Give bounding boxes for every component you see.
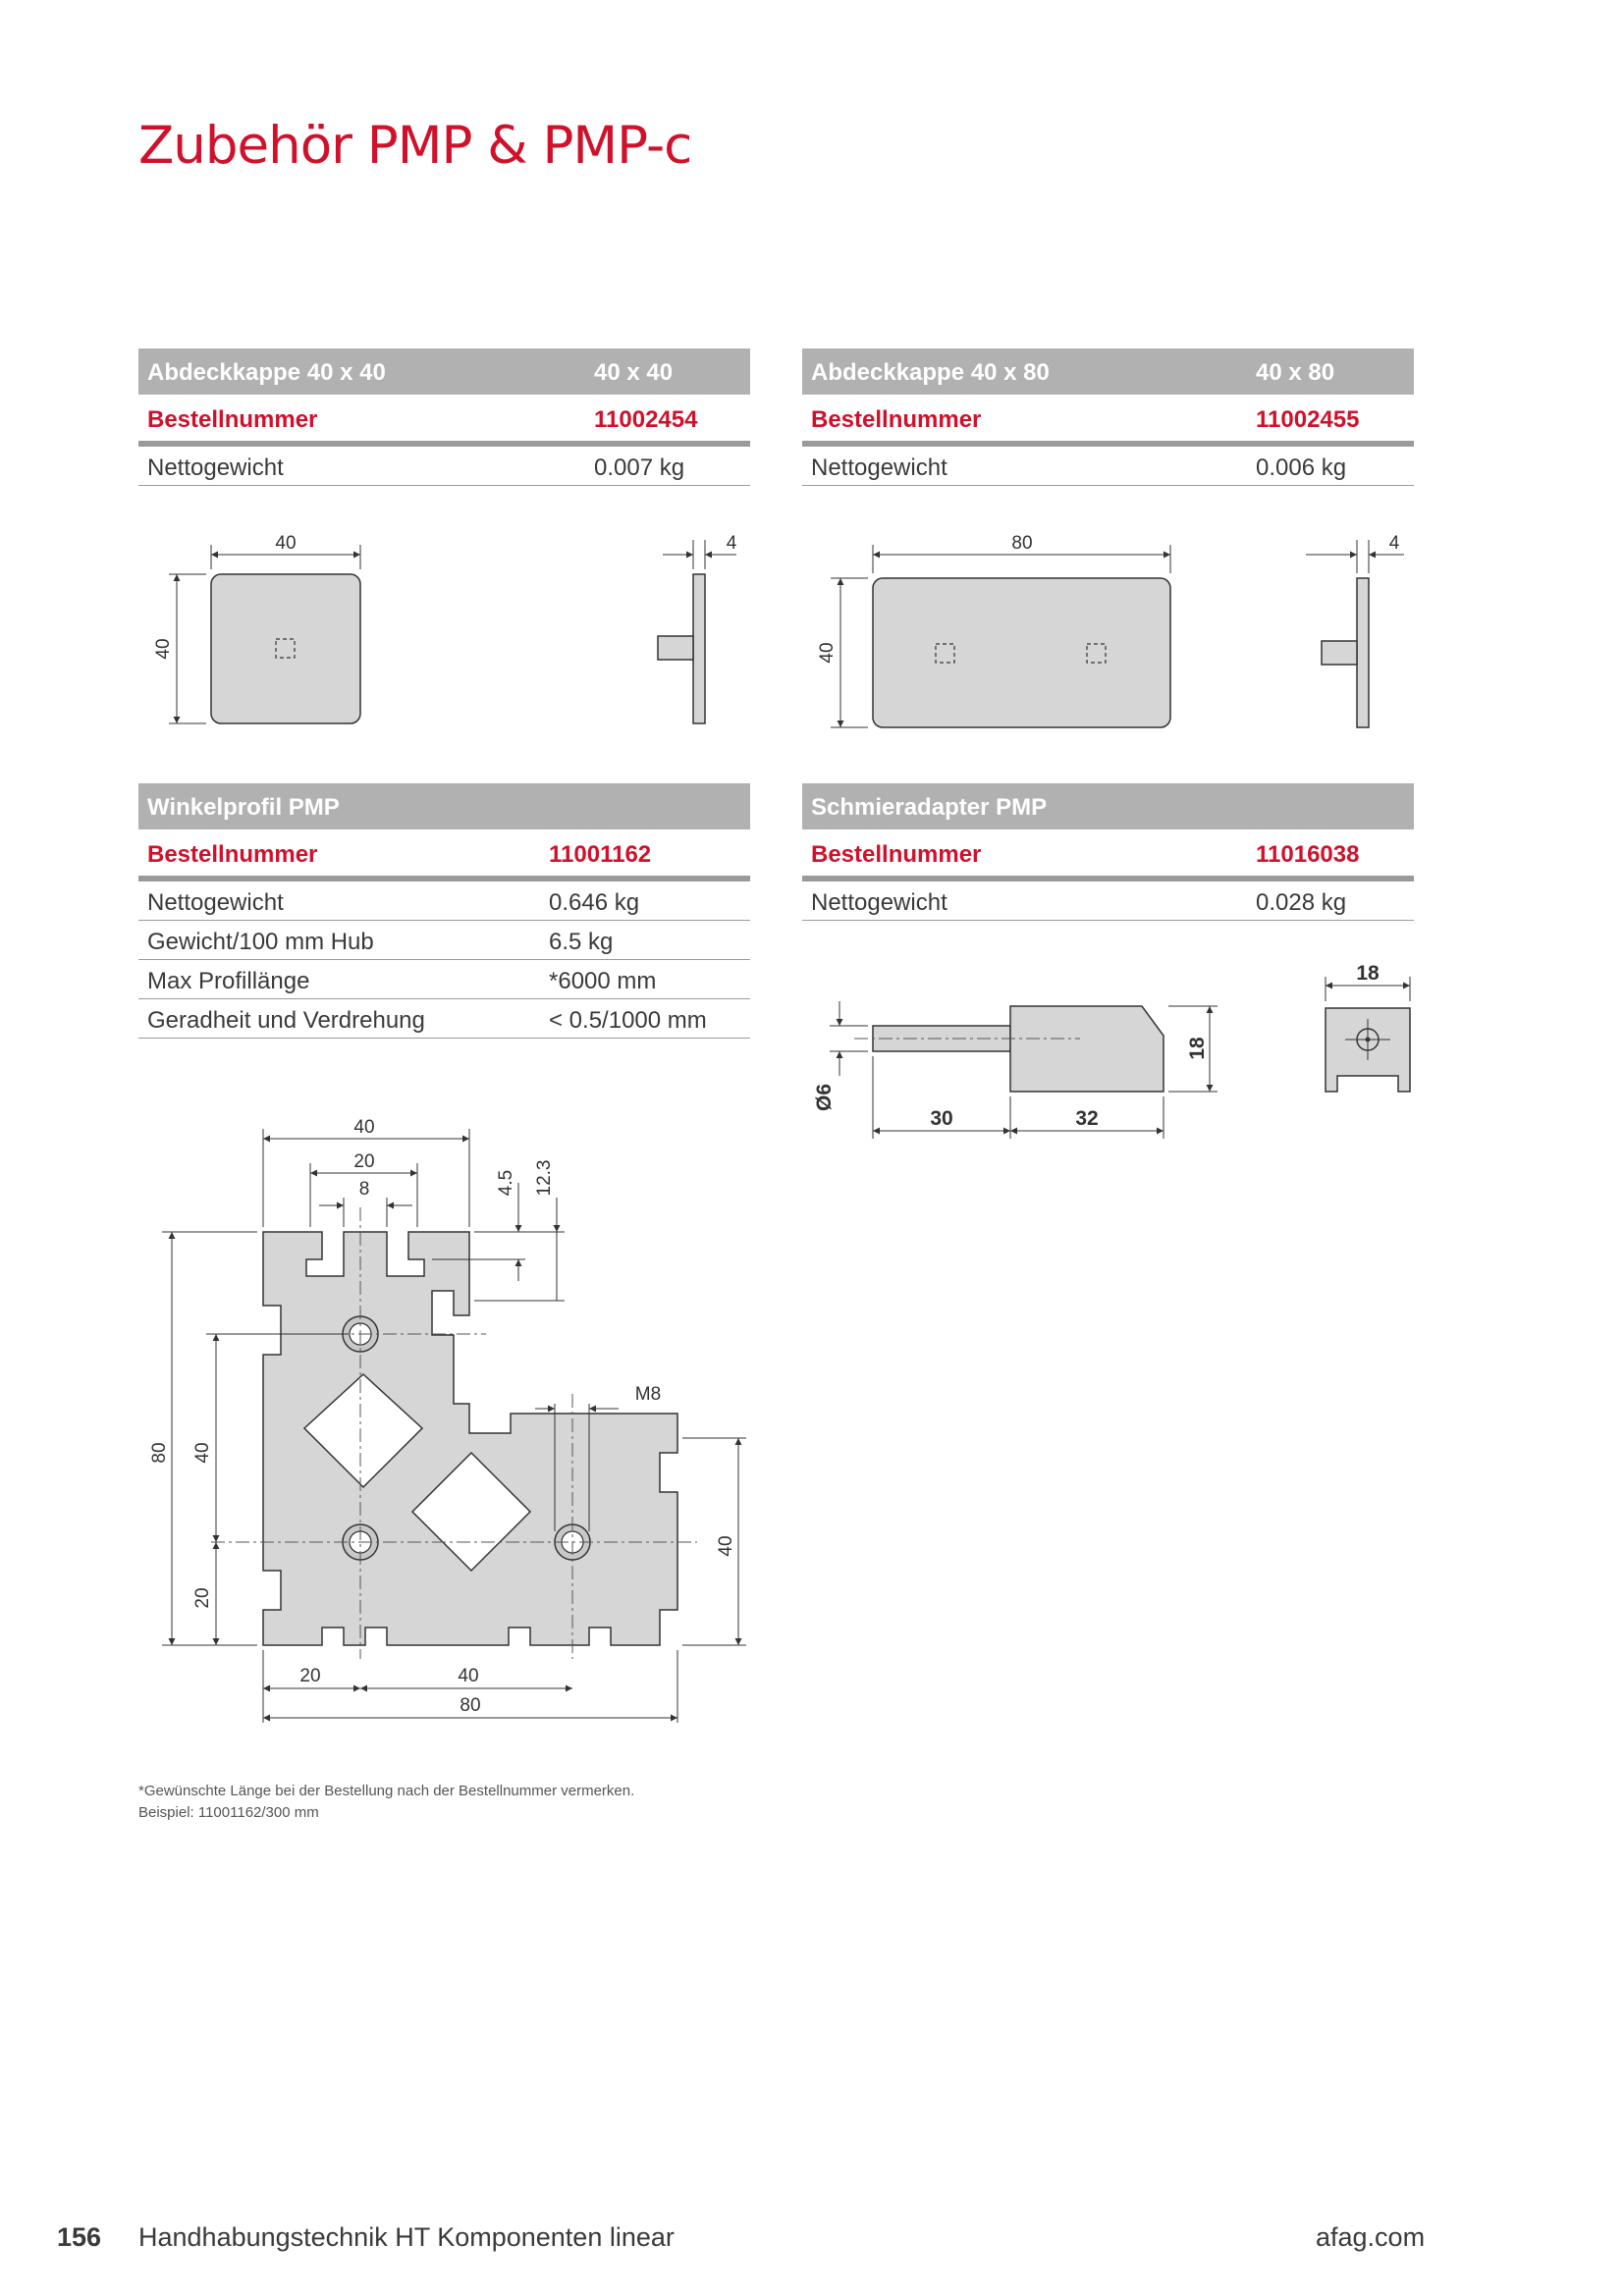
- order-label: Bestellnummer: [811, 406, 982, 433]
- order-label: Bestellnummer: [147, 406, 318, 433]
- row-value: *6000 mm: [549, 968, 657, 994]
- cap-40x80-side-drawing: [1306, 533, 1404, 727]
- row-label: Max Profillänge: [147, 968, 310, 994]
- row-value: 0.007 kg: [594, 454, 685, 481]
- row-value: < 0.5/1000 mm: [549, 1007, 707, 1034]
- table-header-title: Schmieradapter PMP: [811, 794, 1048, 821]
- profile-left-40: 40: [192, 1442, 213, 1464]
- row-label: Nettogewicht: [811, 454, 947, 481]
- cap40-height-label: 40: [153, 638, 174, 660]
- profile-top-40: 40: [353, 1117, 375, 1138]
- adapter-len2-label: 32: [1075, 1107, 1099, 1130]
- profile-bottom-80: 80: [460, 1695, 481, 1716]
- row-label: Nettogewicht: [811, 889, 947, 916]
- order-number: 11001162: [549, 841, 652, 868]
- profile-right-40: 40: [716, 1535, 736, 1557]
- cap80-thickness-label: 4: [1388, 533, 1400, 554]
- order-label: Bestellnummer: [147, 841, 318, 868]
- cap-40x40-front-drawing: [153, 533, 360, 723]
- row-value: 0.646 kg: [549, 889, 640, 916]
- row-value: 0.028 kg: [1256, 889, 1347, 916]
- adapter-height-label: 18: [1186, 1037, 1209, 1060]
- cap40-width-label: 40: [275, 533, 297, 554]
- adapter-diameter-label: Ø6: [813, 1083, 836, 1112]
- profile-top-20: 20: [353, 1151, 375, 1172]
- table-header-title: Winkelprofil PMP: [147, 794, 340, 821]
- footer-website[interactable]: afag.com: [1316, 2222, 1426, 2252]
- page-number: 156: [57, 2222, 102, 2252]
- profile-bottom-40: 40: [458, 1666, 479, 1686]
- row-value: 6.5 kg: [549, 929, 614, 955]
- footnote-line1: *Gewünschte Länge bei der Bestellung nach der Bestellnummer vermerken.: [138, 1783, 635, 1799]
- adapter-len1-label: 30: [930, 1107, 953, 1130]
- row-label: Nettogewicht: [147, 889, 284, 916]
- cap-40x40-side-drawing: [658, 533, 737, 723]
- profile-left-80: 80: [149, 1442, 170, 1464]
- cap-40x80-front-drawing: [817, 533, 1170, 727]
- cap80-height-label: 40: [817, 642, 838, 664]
- order-number: 11016038: [1256, 841, 1360, 868]
- cap40-thickness-label: 4: [726, 533, 737, 554]
- angle-profile-drawing: [149, 1117, 746, 1723]
- profile-m8-label: M8: [634, 1384, 662, 1405]
- table-header-title: Abdeckkappe 40 x 80: [811, 359, 1050, 386]
- page-title: Zubehör PMP & PMP-c: [138, 116, 692, 176]
- row-label: Geradheit und Verdrehung: [147, 1007, 425, 1034]
- footer-section: Handhabungstechnik HT Komponenten linear: [138, 2222, 675, 2252]
- profile-dim-12-3: 12.3: [534, 1159, 555, 1197]
- order-label: Bestellnummer: [811, 841, 982, 868]
- profile-dim-4-5: 4.5: [496, 1169, 516, 1197]
- row-label: Gewicht/100 mm Hub: [147, 929, 374, 955]
- adapter-front-drawing: [1326, 962, 1410, 1092]
- profile-bottom-20: 20: [299, 1666, 321, 1686]
- row-value: 0.006 kg: [1256, 454, 1347, 481]
- cap80-width-label: 80: [1011, 533, 1033, 554]
- row-label: Nettogewicht: [147, 454, 284, 481]
- footnote: [138, 1781, 634, 1824]
- profile-top-8: 8: [358, 1179, 370, 1200]
- order-number: 11002454: [594, 406, 698, 433]
- adapter-side-drawing: [813, 1001, 1218, 1139]
- profile-left-20: 20: [192, 1587, 213, 1609]
- footnote-line2: Beispiel: 11001162/300 mm: [138, 1804, 319, 1821]
- table-header-value: 40 x 80: [1256, 359, 1335, 386]
- table-header-value: 40 x 40: [594, 359, 674, 386]
- order-number: 11002455: [1256, 406, 1360, 433]
- table-header-title: Abdeckkappe 40 x 40: [147, 359, 386, 386]
- adapter-width-label: 18: [1356, 962, 1380, 985]
